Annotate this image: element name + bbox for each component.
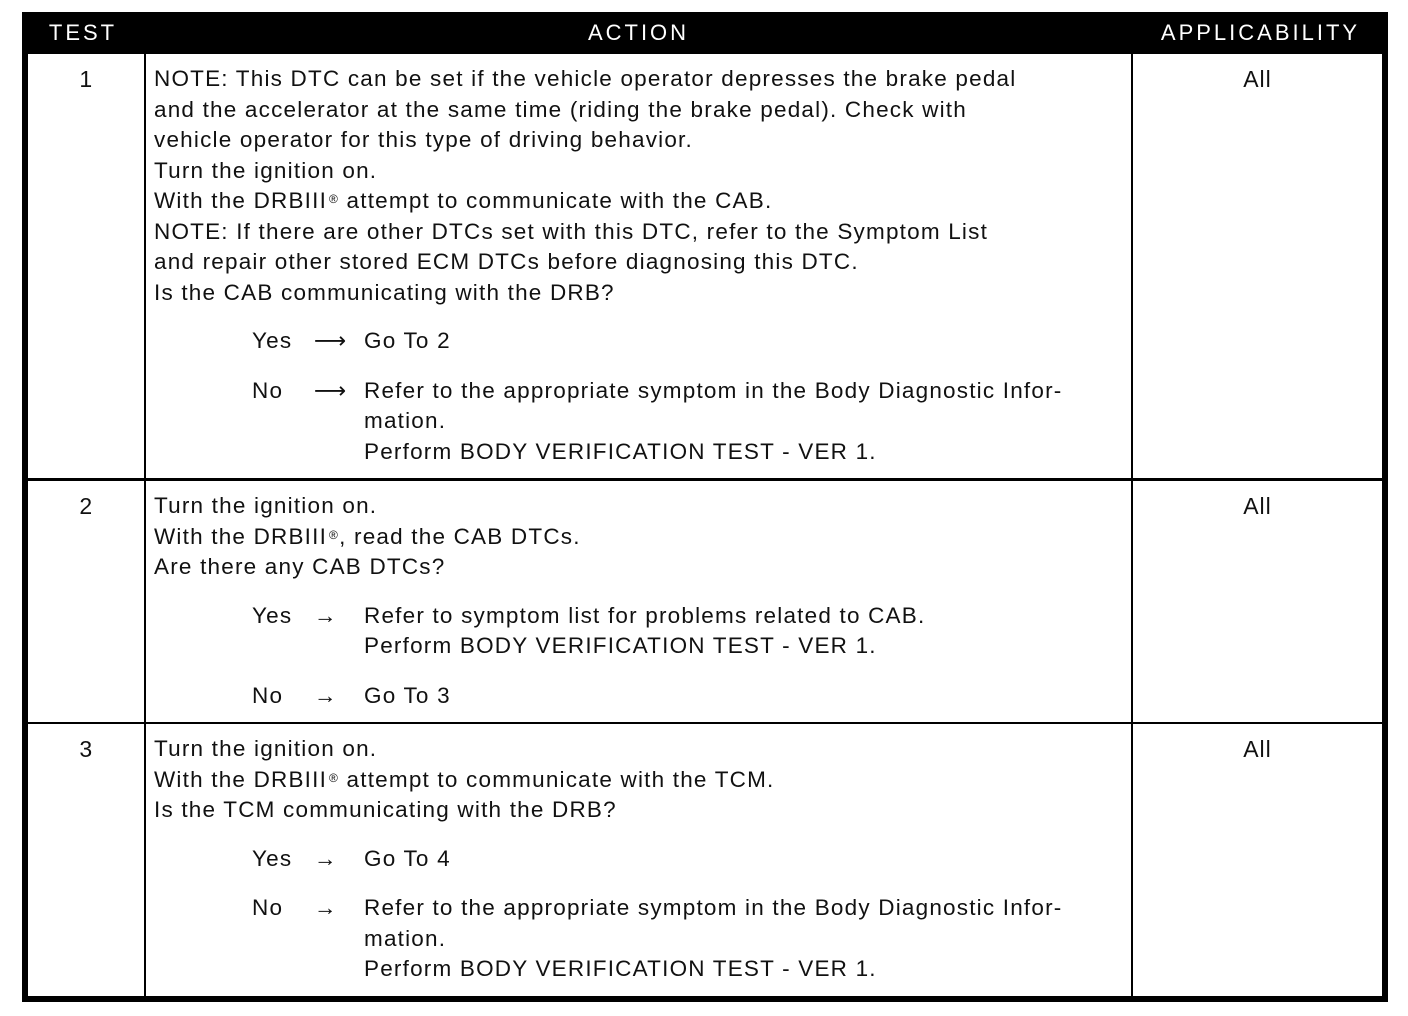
applicability-1: All — [1133, 54, 1382, 478]
applicability-2: All — [1133, 481, 1382, 722]
response-line: Go To 3 — [364, 682, 451, 708]
action-line: Is the TCM communicating with the DRB? — [154, 797, 617, 822]
action-line: vehicle operator for this type of driving behavior. — [154, 127, 693, 152]
action-line: Turn the ignition on. — [154, 736, 378, 761]
response-line: Refer to symptom list for problems related to CAB. — [364, 602, 926, 628]
header-test: TEST — [48, 20, 118, 45]
action-text: With the DRBIII — [154, 188, 328, 213]
response-line: Perform BODY VERIFICATION TEST - VER 1. — [364, 956, 877, 981]
arrow-icon: → — [314, 602, 338, 628]
diagnostic-table — [22, 12, 1388, 1002]
action-line: NOTE: If there are other DTCs set with this DTC, refer to the Symptom List — [154, 218, 989, 244]
arrow-icon: → — [314, 845, 338, 871]
action-text: With the DRBIII — [154, 766, 328, 792]
arrow-icon: → — [314, 895, 338, 920]
action-text: , read the CAB DTCs. — [339, 523, 581, 549]
no-text — [364, 893, 1123, 985]
action-cell-1 — [146, 54, 1131, 478]
action-cell-3 — [146, 724, 1131, 996]
registered-mark: ® — [329, 527, 340, 542]
applicability-3: All — [1133, 724, 1382, 996]
test-number-1: 1 — [28, 54, 144, 478]
action-line — [154, 186, 1123, 217]
action-line: and the accelerator at the same time (riding the brake pedal). Check with — [154, 96, 967, 122]
yes-label: Yes — [252, 845, 293, 871]
header-action: ACTION — [587, 20, 690, 45]
action-line: NOTE: This DTC can be set if the vehicle operator depresses the brake pedal — [154, 66, 1017, 91]
no-label: No — [252, 895, 284, 920]
no-text — [364, 376, 1123, 468]
action-line: Is the CAB communicating with the DRB? — [154, 279, 615, 305]
response-yes — [252, 601, 1123, 662]
test-number-3: 3 — [28, 724, 144, 996]
arrow-icon: → — [314, 682, 338, 708]
arrow-icon: ⟶ — [314, 377, 348, 403]
response-line: mation. — [364, 925, 447, 951]
action-line: Are there any CAB DTCs? — [154, 554, 446, 579]
arrow-icon: ⟶ — [314, 328, 348, 353]
response-line: Go To 2 — [364, 328, 451, 353]
test-number-2: 2 — [28, 481, 144, 722]
header-applicability: APPLICABILITY — [1160, 20, 1361, 45]
response-line: Refer to the appropriate symptom in the Body Diagnostic Infor- — [364, 895, 1063, 920]
yes-text — [364, 844, 1123, 875]
response-line: Perform BODY VERIFICATION TEST - VER 1. — [364, 633, 877, 658]
response-no — [252, 893, 1123, 985]
action-text: With the DRBIII — [154, 523, 328, 549]
yes-label: Yes — [252, 328, 293, 353]
action-cell-2 — [146, 481, 1131, 722]
response-line: Refer to the appropriate symptom in the Body Diagnostic Infor- — [364, 377, 1063, 403]
action-line: Turn the ignition on. — [154, 157, 378, 183]
no-label: No — [252, 682, 284, 708]
no-text — [364, 681, 1123, 712]
registered-mark: ® — [329, 192, 340, 206]
response-no — [252, 681, 1123, 712]
action-text: attempt to communicate with the CAB. — [346, 188, 773, 213]
action-line: and repair other stored ECM DTCs before diagnosing this DTC. — [154, 249, 859, 274]
action-text: attempt to communicate with the TCM. — [346, 766, 775, 792]
response-no — [252, 376, 1123, 468]
response-line: Go To 4 — [364, 845, 451, 871]
response-line: Perform BODY VERIFICATION TEST - VER 1. — [364, 438, 877, 464]
action-line — [154, 522, 1123, 553]
action-line: Turn the ignition on. — [154, 493, 378, 518]
response-yes — [252, 326, 1123, 357]
action-line — [154, 765, 1123, 796]
yes-text — [364, 326, 1123, 357]
registered-mark: ® — [329, 770, 340, 785]
yes-text — [364, 601, 1123, 662]
no-label: No — [252, 377, 284, 403]
response-yes — [252, 844, 1123, 875]
response-line: mation. — [364, 408, 447, 433]
yes-label: Yes — [252, 602, 293, 628]
